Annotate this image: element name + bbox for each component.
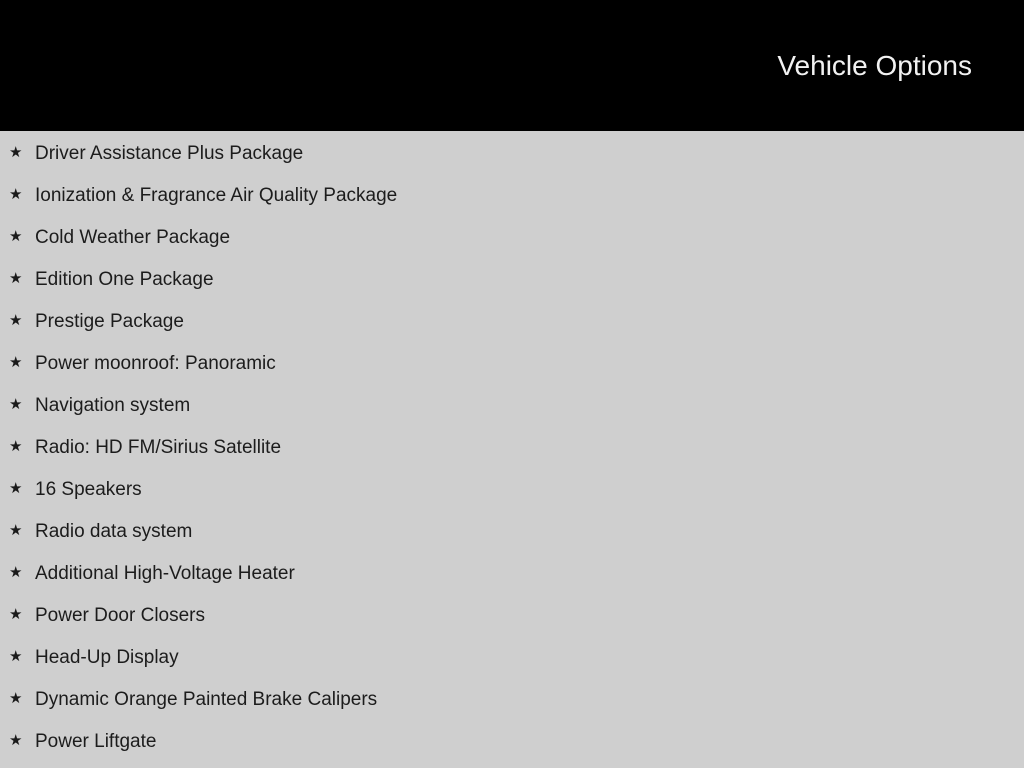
list-item xyxy=(0,223,1024,253)
page-title: Vehicle Options xyxy=(777,50,972,81)
star-icon: ★ xyxy=(9,522,23,539)
list-item xyxy=(0,517,1024,547)
list-item xyxy=(0,433,1024,463)
list-item xyxy=(0,139,1024,169)
option-label: Edition One Package xyxy=(35,269,214,290)
list-item xyxy=(0,643,1024,673)
star-icon: ★ xyxy=(9,480,23,497)
option-label: Power Door Closers xyxy=(35,605,205,626)
star-icon: ★ xyxy=(9,564,23,581)
star-icon: ★ xyxy=(9,228,23,245)
option-label: Dynamic Orange Painted Brake Calipers xyxy=(35,689,378,710)
star-icon: ★ xyxy=(9,438,23,455)
star-icon: ★ xyxy=(9,186,23,203)
star-icon: ★ xyxy=(9,690,23,707)
list-item xyxy=(0,265,1024,295)
star-icon: ★ xyxy=(9,270,23,287)
option-label: Head-Up Display xyxy=(35,647,179,668)
list-item xyxy=(0,559,1024,589)
star-icon: ★ xyxy=(9,312,23,329)
option-label: Additional High-Voltage Heater xyxy=(35,563,295,584)
star-icon: ★ xyxy=(9,396,23,413)
header-bar xyxy=(0,0,1024,131)
option-label: Power Liftgate xyxy=(35,731,157,752)
list-item xyxy=(0,391,1024,421)
list-item xyxy=(0,601,1024,631)
list-item xyxy=(0,181,1024,211)
star-icon: ★ xyxy=(9,144,23,161)
options-list xyxy=(0,131,1024,768)
list-item xyxy=(0,307,1024,337)
option-label: Prestige Package xyxy=(35,311,184,332)
option-label: 16 Speakers xyxy=(35,479,142,500)
option-label: Navigation system xyxy=(35,395,191,416)
star-icon: ★ xyxy=(9,606,23,623)
list-item xyxy=(0,727,1024,757)
list-item xyxy=(0,685,1024,715)
option-label: Power moonroof: Panoramic xyxy=(35,353,276,374)
option-label: Cold Weather Package xyxy=(35,227,231,248)
option-label: Radio: HD FM/Sirius Satellite xyxy=(35,437,282,458)
option-label: Ionization & Fragrance Air Quality Package xyxy=(35,185,398,206)
list-item xyxy=(0,349,1024,379)
option-label: Radio data system xyxy=(35,521,193,542)
option-label: Driver Assistance Plus Package xyxy=(35,143,304,164)
list-item xyxy=(0,475,1024,505)
star-icon: ★ xyxy=(9,732,23,749)
star-icon: ★ xyxy=(9,354,23,371)
star-icon: ★ xyxy=(9,648,23,665)
